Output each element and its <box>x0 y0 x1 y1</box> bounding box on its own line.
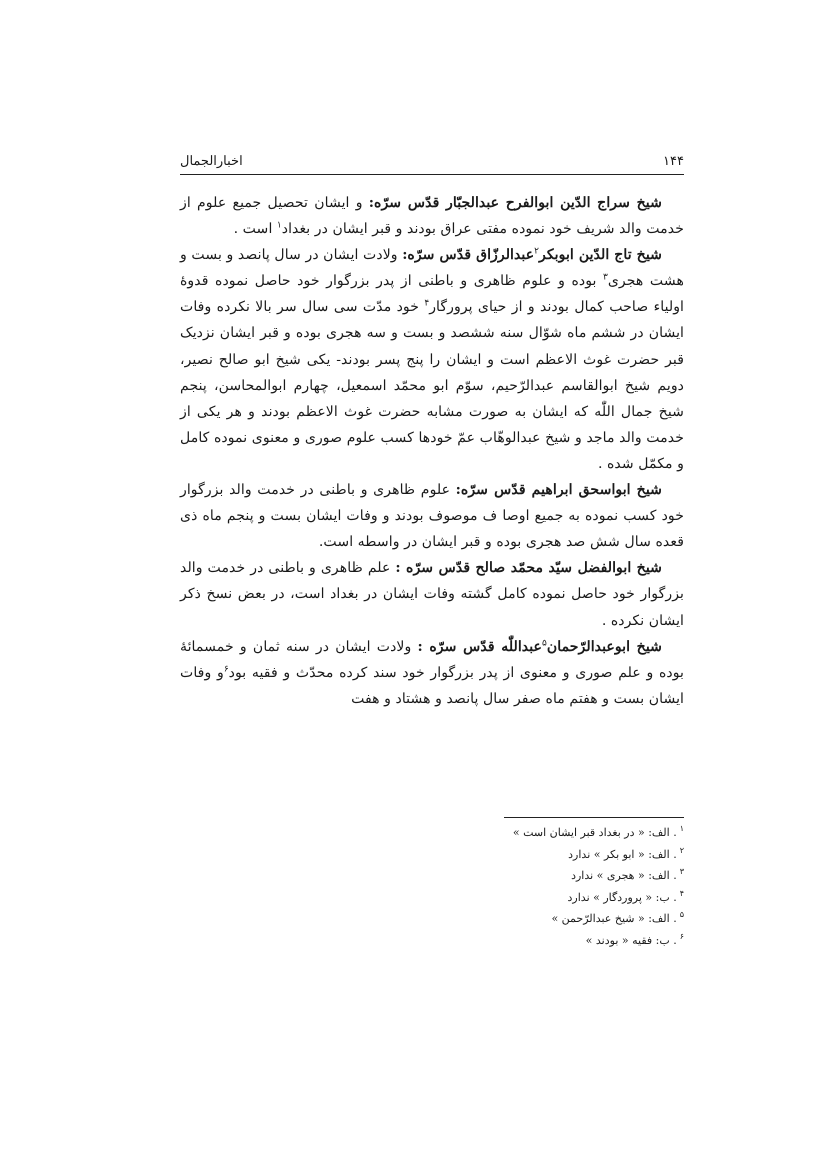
paragraph-text-tail: و وفات ایشان بست و هفتم ماه صفر سال پانصد و هشتاد و هفت <box>180 664 684 707</box>
paragraph-abu-abdul-rahman <box>180 634 684 712</box>
footnote-text: . ب: فقیه « بودند » <box>585 933 677 947</box>
footnote-number: ۶ <box>679 931 684 941</box>
body-text <box>180 190 684 712</box>
paragraph-heading: شیخ ابوعبدالرّحمان <box>546 638 662 655</box>
paragraph-heading-cont: عبداللّٰه قدّس سرّه : <box>417 638 542 655</box>
paragraph-siraj-al-din <box>180 190 684 242</box>
paragraph-text: علم ظاهری و باطنی در خدمت والد بزرگوار خود حاصل نموده کامل گشته وفات ایشان در بغداد است، در بعض نسخ ذکر ایشان نکرده . <box>180 560 684 629</box>
paragraph-text: و ایشان تحصیل جمیع علوم از خدمت والد شریف خود نموده مفتی عراق بودند و قبر ایشان در بغداد <box>180 195 684 238</box>
paragraph-abu-ishaq <box>180 477 684 555</box>
footnote-ref: ۱ <box>276 220 282 231</box>
page-header <box>180 150 684 172</box>
footnote-ref: ۳ <box>602 272 608 283</box>
footnote-rule <box>504 817 684 818</box>
footnote-item <box>380 844 684 866</box>
footnote-item <box>380 908 684 930</box>
footnote-item <box>380 865 684 887</box>
paragraph-text: ولادت ایشان در سال پانصد و بست و هشت هجری <box>180 247 684 290</box>
page-number: ۱۴۴ <box>663 153 684 169</box>
footnote-number: ۲ <box>679 845 684 855</box>
footnote-ref: ۲ <box>534 246 540 257</box>
footnotes-list <box>380 822 684 951</box>
paragraph-heading-cont: عبدالرزّاق قدّس سرّه: <box>402 247 535 264</box>
footnote-number: ۴ <box>679 888 684 898</box>
paragraph-text: علوم ظاهری و باطنی در خدمت والد بزرگوار خود کسب نموده به جمیع اوصا ف موصوف بودند و وفات ایشان بست و پنجم ماه ذی قعده سال شش صد هجری بوده و قبر ایشان در واسطه است. <box>180 482 684 551</box>
footnote-number: ۵ <box>679 910 684 920</box>
footnote-item <box>380 930 684 952</box>
footnote-ref: ۵ <box>542 637 547 648</box>
footnote-number: ۳ <box>679 867 684 877</box>
footnote-ref: ۴ <box>424 298 430 309</box>
footnote-text: . الف: « در بغداد قبر ایشان است » <box>512 826 677 839</box>
header-rule <box>180 174 684 175</box>
paragraph-text-2: بوده و علوم ظاهری و باطنی از پدر بزرگوار خود حاصل نموده قدوهٔ اولیاء صاحب کمال بودند و از حیای پرورگار <box>180 273 685 316</box>
footnote-item <box>380 822 684 844</box>
footnote-text: . الف: « شیخ عبدالرّحمن » <box>551 912 677 925</box>
running-title: اخبارالجمال <box>180 153 243 169</box>
footnote-ref: ۶ <box>223 663 229 674</box>
paragraph-text-tail: خود مدّت سی سال سر بالا نکرده وفات ایشان در ششم ماه شوّال سنه ششصد و بست و سه هجری بوده و قبر ایشان نزدیک قبر حضرت غوث الاعظم است و ایشان را پنج پسر بودند- یکی شیخ ابو صالح نصیر، دویم شیخ ابوالقاسم عبدالرّحیم، سوّم ابو محمّد اسمعیل، چهارم ابوالمحاسن، پنجم شیخ جمال اللّٰه که ایشان به صورت مشابه حضرت غوث الاعظم بودند و هر یکی از خدمت والد ماجد و شیخ عبدالوهّاب عمّ خودها کسب علوم صوری و معنوی نموده کامل و مکمّل شده . <box>180 299 684 472</box>
footnote-text: . ب: « پروردگار » ندارد <box>567 890 677 904</box>
paragraph-text-tail: است . <box>233 221 277 238</box>
paragraph-heading: شیخ تاج الدّین ابوبکر <box>539 247 662 264</box>
paragraph-heading: شیخ ابواسحق ابراهیم قدّس سرّه: <box>455 482 662 499</box>
footnote-number: ۱ <box>679 824 684 834</box>
footnote-text: . الف: « هجری » ندارد <box>571 869 677 882</box>
paragraph-text: ولادت ایشان در سنه ثمان و خمسمائهٔ بوده و علم صوری و معنوی از پدر بزرگوار خود سند کرده محدّث و فقیه بود <box>180 638 684 681</box>
paragraph-heading: شیخ ابوالفضل سیّد محمّد صالح قدّس سرّه : <box>395 560 662 577</box>
footnote-item <box>380 887 684 909</box>
paragraph-abul-fazl <box>180 555 684 633</box>
paragraph-heading: شیخ سراج الدّین ابوالفرح عبدالجبّار قدّس سرّه: <box>368 195 662 211</box>
footnote-text: . الف: « ابو بکر » ندارد <box>568 847 677 861</box>
paragraph-taj-al-din <box>180 242 684 477</box>
